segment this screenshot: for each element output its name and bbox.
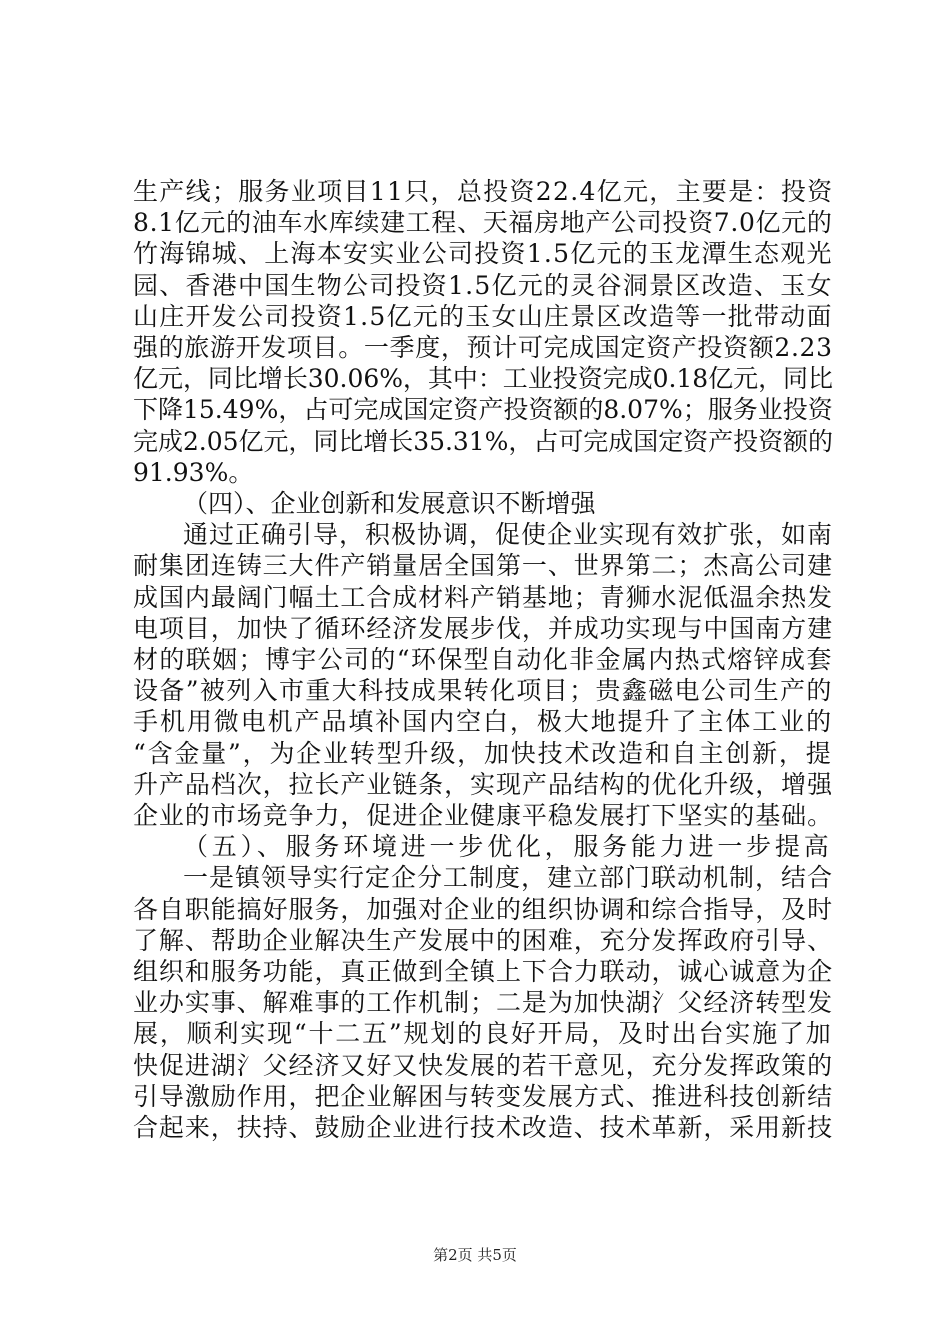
body-text-line: 业办实事、解难事的工作机制；二是为加快湖氵父经济转型发 bbox=[133, 988, 834, 1018]
body-text-line: 91.93%。 bbox=[133, 457, 254, 487]
body-text-line: 快促进湖氵父经济又好又快发展的若干意见，充分发挥政策的 bbox=[133, 1050, 834, 1080]
body-text-line: 升产品档次，拉长产业链条，实现产品结构的优化升级，增强 bbox=[133, 769, 834, 799]
section-heading-5: （五）、服务环境进一步优化，服务能力进一步提高 bbox=[183, 832, 833, 862]
body-text-line: 园、香港中国生物公司投资1.5亿元的灵谷洞景区改造、玉女 bbox=[133, 270, 833, 300]
body-text-line: 竹海锦城、上海本安实业公司投资1.5亿元的玉龙潭生态观光 bbox=[133, 239, 833, 269]
section-heading-4: （四）、企业创新和发展意识不断增强 bbox=[183, 489, 596, 518]
body-text-line: 材的联姻；博宇公司的“环保型自动化非金属内热式熔锌成套 bbox=[133, 645, 833, 674]
body-text-line: 8.1亿元的油车水库续建工程、天福房地产公司投资7.0亿元的 bbox=[133, 208, 833, 238]
body-text-line: 企业的市场竞争力，促进企业健康平稳发展打下坚实的基础。 bbox=[133, 801, 834, 830]
body-text-line: 生产线；服务业项目11只，总投资22.4亿元，主要是：投资 bbox=[133, 177, 834, 206]
body-text-line: 引导激励作用，把企业解困与转变发展方式、推进科技创新结 bbox=[133, 1081, 834, 1111]
body-text-line: 完成2.05亿元，同比增长35.31%，占可完成国定资产投资额的 bbox=[133, 426, 833, 456]
body-text-line: 强的旅游开发项目。一季度，预计可完成国定资产投资额2.23 bbox=[133, 333, 833, 362]
body-text-line: 成国内最阔门幅土工合成材料产销基地；青狮水泥低温余热发 bbox=[133, 582, 834, 612]
body-text-line: 山庄开发公司投资1.5亿元的玉女山庄景区改造等一批带动面 bbox=[133, 301, 833, 331]
body-text-line: 组织和服务功能，真正做到全镇上下合力联动，诚心诚意为企 bbox=[133, 957, 834, 986]
body-text-line: 下降15.49%，占可完成国定资产投资额的8.07%；服务业投资 bbox=[133, 395, 833, 425]
body-text-line: 展，顺利实现“十二五”规划的良好开局，及时出台实施了加 bbox=[133, 1019, 833, 1049]
body-text-line: 设备”被列入市重大科技成果转化项目；贵鑫磁电公司生产的 bbox=[133, 676, 833, 706]
page-footer: 第2页 共5页 bbox=[433, 1246, 517, 1264]
body-text-line: 耐集团连铸三大件产销量居全国第一、世界第二；杰高公司建 bbox=[133, 551, 834, 581]
body-text-line: 了解、帮助企业解决生产发展中的困难，充分发挥政府引导、 bbox=[133, 925, 834, 955]
body-text-line: 各自职能搞好服务，加强对企业的组织协调和综合指导，及时 bbox=[133, 894, 834, 924]
body-text-line: “含金量”，为企业转型升级，加快技术改造和自主创新，提 bbox=[133, 738, 833, 768]
paragraph-start-line: 通过正确引导，积极协调，促使企业实现有效扩张，如南 bbox=[183, 520, 834, 550]
body-text-line: 手机用微电机产品填补国内空白，极大地提升了主体工业的 bbox=[133, 707, 834, 737]
body-text-line: 亿元，同比增长30.06%，其中：工业投资完成0.18亿元，同比 bbox=[133, 364, 833, 394]
paragraph-start-line: 一是镇领导实行定企分工制度，建立部门联动机制，结合 bbox=[183, 863, 834, 893]
body-text-line: 电项目，加快了循环经济发展步伐，并成功实现与中国南方建 bbox=[133, 613, 834, 643]
body-text-line: 合起来，扶持、鼓励企业进行技术改造、技术革新，采用新技 bbox=[133, 1113, 834, 1142]
